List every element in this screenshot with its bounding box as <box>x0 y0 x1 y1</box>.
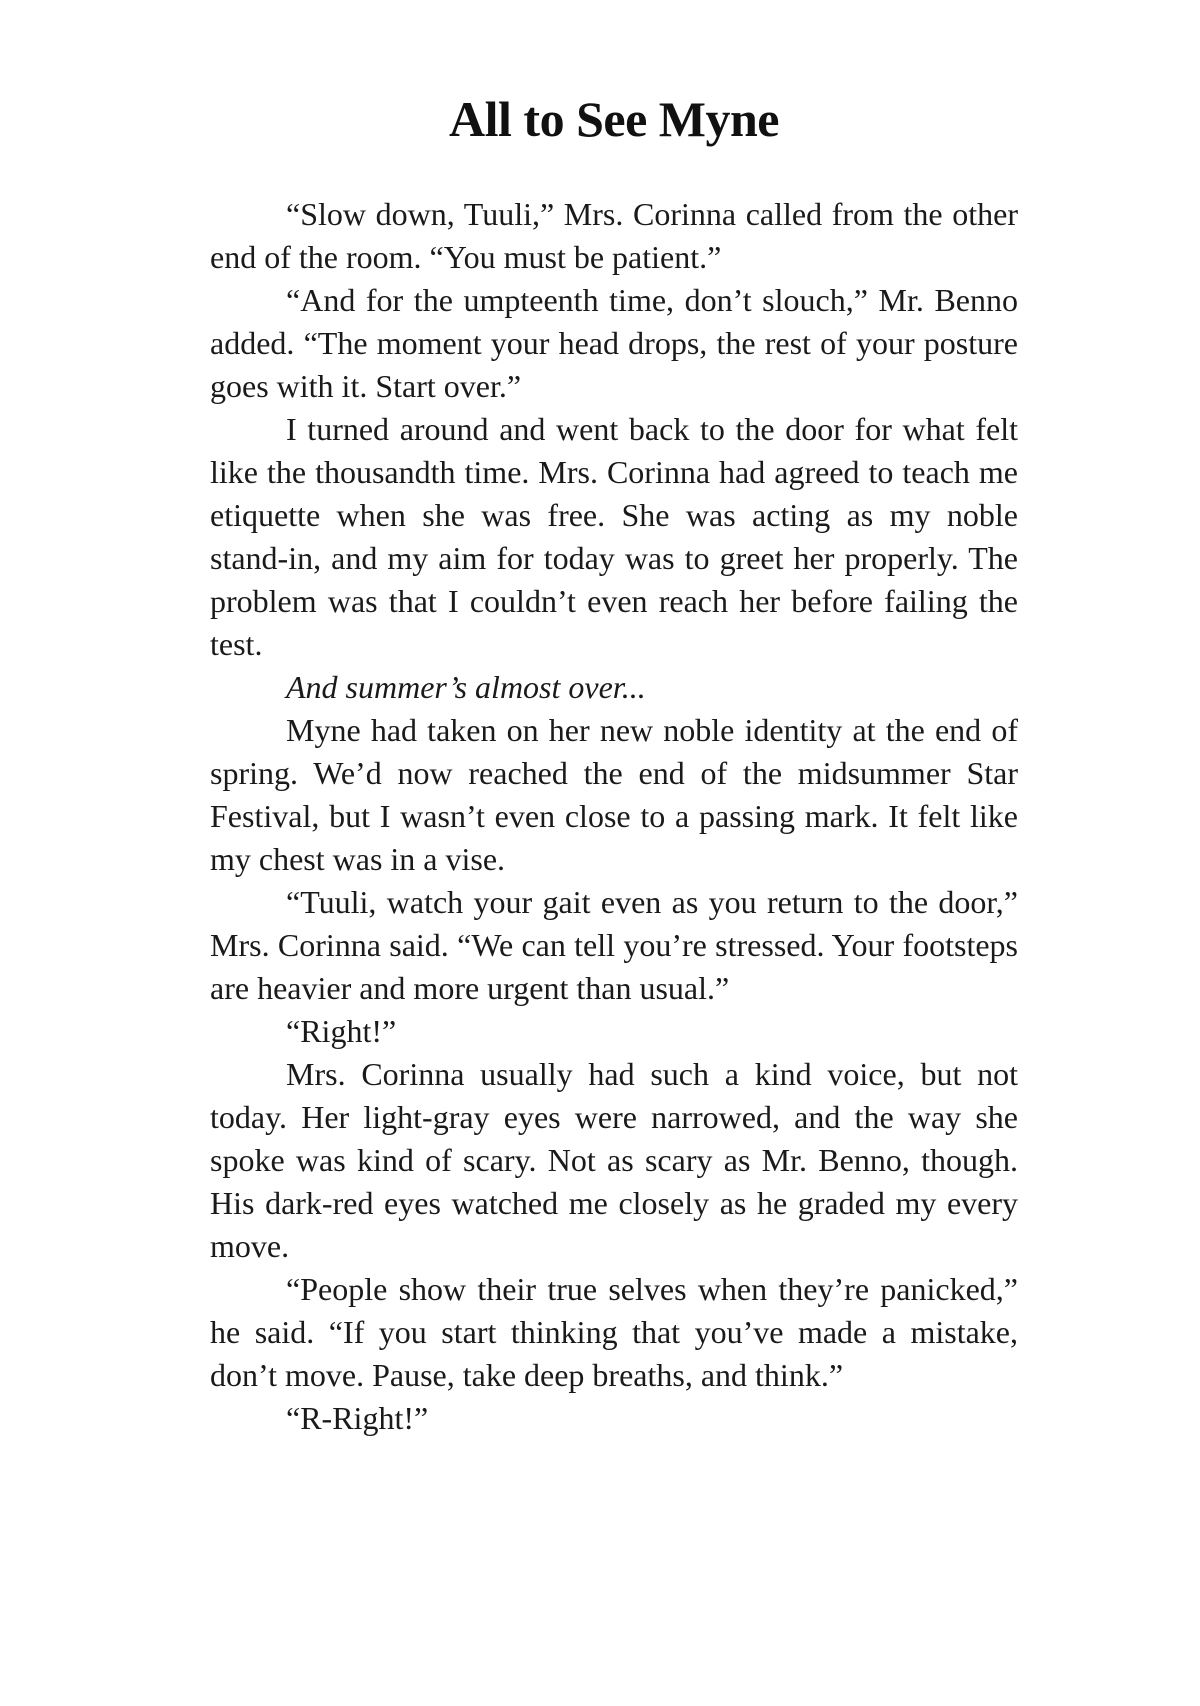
paragraph: “Right!” <box>286 1013 397 1049</box>
paragraph: Mrs. Corinna usually had such a kind voice, but not today. Her light-gray eyes were narrowed, and the way she spoke was kind of scary. Not as scary as Mr. Benno, though. His dark-red eyes watched me closely as he graded my every move. <box>210 1056 1018 1264</box>
paragraph: “People show their true selves when they’re panicked,” he said. “If you start thinking that you’ve made a mistake, don’t move. Pause, take deep breaths, and think.” <box>210 1271 1018 1393</box>
paragraph: “Tuuli, watch your gait even as you return to the door,” Mrs. Corinna said. “We can tell you’re stressed. Your footsteps are heavier and more urgent than usual.” <box>210 884 1018 1006</box>
paragraph: “Slow down, Tuuli,” Mrs. Corinna called from the other end of the room. “You must be patient.” <box>210 196 1018 275</box>
chapter-title: All to See Myne <box>449 91 779 147</box>
chapter-body <box>210 193 1018 1440</box>
paragraph: I turned around and went back to the door for what felt like the thousandth time. Mrs. Corinna had agreed to teach me etiquette when she was free. She was acting as my noble stand-in, and my aim for today was to greet her properly. The problem was that I couldn’t even reach her before failing the test. <box>210 411 1018 662</box>
paragraph: Myne had taken on her new noble identity at the end of spring. We’d now reached the end of the midsummer Star Festival, but I wasn’t even close to a passing mark. It felt like my chest was in a vise. <box>210 712 1018 877</box>
paragraph-italic-thought: And summer’s almost over... <box>286 669 646 705</box>
paragraph: “R-Right!” <box>286 1400 429 1436</box>
paragraph: “And for the umpteenth time, don’t slouch,” Mr. Benno added. “The moment your head drops, the rest of your posture goes with it. Start over.” <box>210 282 1018 404</box>
